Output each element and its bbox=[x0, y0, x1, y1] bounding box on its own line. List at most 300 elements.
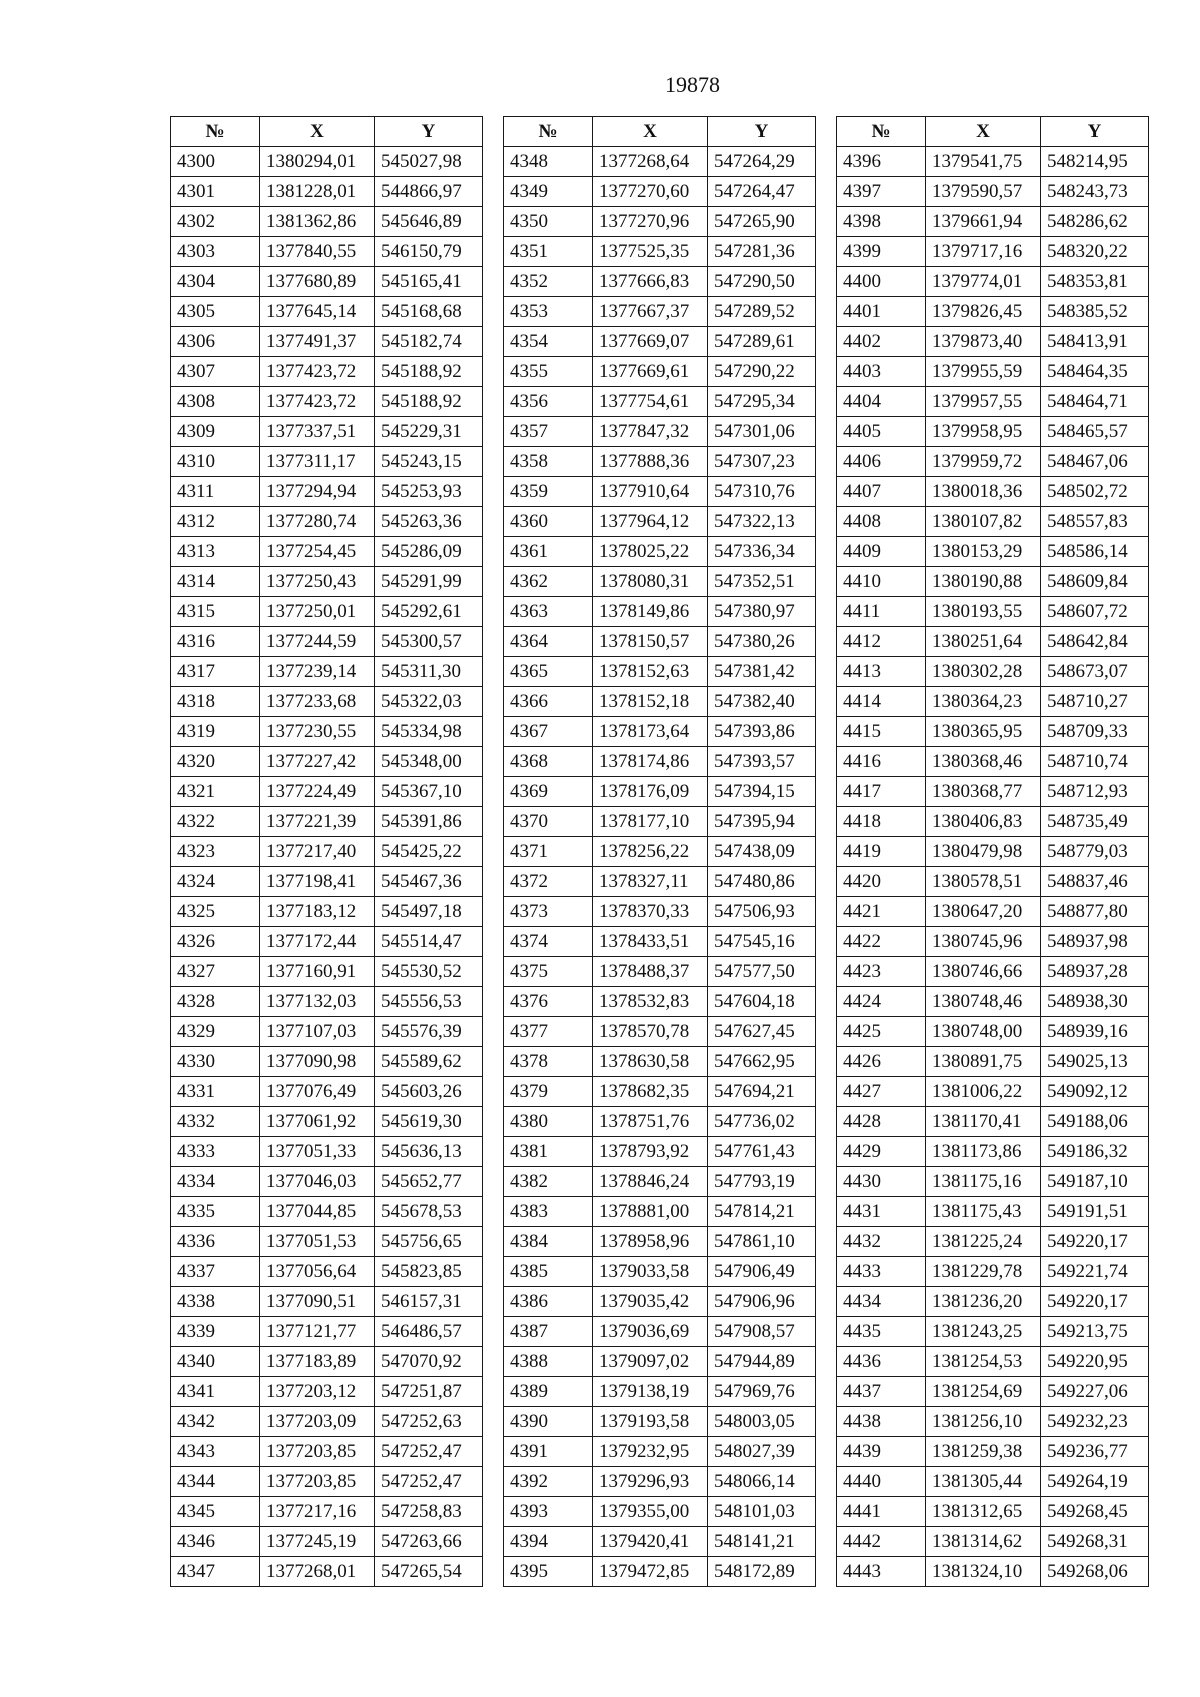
cell-y: 548712,93 bbox=[1041, 777, 1149, 807]
cell-y: 549236,77 bbox=[1041, 1437, 1149, 1467]
cell-x: 1377227,42 bbox=[260, 747, 375, 777]
table-row bbox=[504, 177, 816, 207]
cell-number: 4438 bbox=[837, 1407, 926, 1437]
cell-number: 4323 bbox=[171, 837, 260, 867]
cell-number: 4420 bbox=[837, 867, 926, 897]
table-row bbox=[837, 687, 1149, 717]
cell-x: 1377669,61 bbox=[593, 357, 708, 387]
table-row bbox=[171, 1107, 483, 1137]
cell-y: 544866,97 bbox=[375, 177, 483, 207]
cell-number: 4306 bbox=[171, 327, 260, 357]
cell-x: 1379138,19 bbox=[593, 1377, 708, 1407]
table-row bbox=[837, 1167, 1149, 1197]
cell-x: 1379590,57 bbox=[926, 177, 1041, 207]
cell-y: 547352,51 bbox=[708, 567, 816, 597]
cell-number: 4439 bbox=[837, 1437, 926, 1467]
cell-number: 4367 bbox=[504, 717, 593, 747]
cell-y: 547480,86 bbox=[708, 867, 816, 897]
cell-x: 1379472,85 bbox=[593, 1557, 708, 1587]
table-row bbox=[504, 1107, 816, 1137]
cell-y: 548710,27 bbox=[1041, 687, 1149, 717]
table-row bbox=[837, 417, 1149, 447]
table-row bbox=[837, 1437, 1149, 1467]
cell-x: 1377268,64 bbox=[593, 147, 708, 177]
cell-y: 547577,50 bbox=[708, 957, 816, 987]
table-row bbox=[171, 567, 483, 597]
cell-y: 547393,57 bbox=[708, 747, 816, 777]
table-row bbox=[837, 1287, 1149, 1317]
cell-x: 1379955,59 bbox=[926, 357, 1041, 387]
cell-y: 547944,89 bbox=[708, 1347, 816, 1377]
cell-y: 547438,09 bbox=[708, 837, 816, 867]
cell-number: 4390 bbox=[504, 1407, 593, 1437]
cell-y: 547251,87 bbox=[375, 1377, 483, 1407]
cell-number: 4376 bbox=[504, 987, 593, 1017]
cell-y: 547263,66 bbox=[375, 1527, 483, 1557]
cell-number: 4387 bbox=[504, 1317, 593, 1347]
table-row bbox=[837, 837, 1149, 867]
table-row bbox=[504, 1467, 816, 1497]
table-row bbox=[837, 327, 1149, 357]
cell-y: 548385,52 bbox=[1041, 297, 1149, 327]
cell-y: 545576,39 bbox=[375, 1017, 483, 1047]
cell-y: 549268,31 bbox=[1041, 1527, 1149, 1557]
cell-x: 1377183,89 bbox=[260, 1347, 375, 1377]
cell-y: 547627,45 bbox=[708, 1017, 816, 1047]
cell-x: 1377847,32 bbox=[593, 417, 708, 447]
cell-number: 4423 bbox=[837, 957, 926, 987]
cell-x: 1377203,09 bbox=[260, 1407, 375, 1437]
cell-y: 549268,45 bbox=[1041, 1497, 1149, 1527]
cell-x: 1378630,58 bbox=[593, 1047, 708, 1077]
cell-y: 545291,99 bbox=[375, 567, 483, 597]
cell-y: 547694,21 bbox=[708, 1077, 816, 1107]
cell-x: 1378176,09 bbox=[593, 777, 708, 807]
header-x: X bbox=[260, 117, 375, 147]
cell-number: 4424 bbox=[837, 987, 926, 1017]
cell-x: 1377090,98 bbox=[260, 1047, 375, 1077]
cell-x: 1381314,62 bbox=[926, 1527, 1041, 1557]
cell-x: 1379232,95 bbox=[593, 1437, 708, 1467]
cell-y: 549221,74 bbox=[1041, 1257, 1149, 1287]
cell-y: 549188,06 bbox=[1041, 1107, 1149, 1137]
cell-x: 1379826,45 bbox=[926, 297, 1041, 327]
cell-y: 547265,90 bbox=[708, 207, 816, 237]
cell-x: 1377183,12 bbox=[260, 897, 375, 927]
cell-number: 4339 bbox=[171, 1317, 260, 1347]
table-row bbox=[504, 747, 816, 777]
cell-x: 1378751,76 bbox=[593, 1107, 708, 1137]
cell-y: 547506,93 bbox=[708, 897, 816, 927]
cell-number: 4361 bbox=[504, 537, 593, 567]
cell-x: 1377160,91 bbox=[260, 957, 375, 987]
cell-y: 547545,16 bbox=[708, 927, 816, 957]
table-row bbox=[837, 1257, 1149, 1287]
table-row bbox=[837, 717, 1149, 747]
cell-x: 1381362,86 bbox=[260, 207, 375, 237]
table-row bbox=[837, 357, 1149, 387]
cell-x: 1381175,16 bbox=[926, 1167, 1041, 1197]
cell-number: 4336 bbox=[171, 1227, 260, 1257]
cell-x: 1380891,75 bbox=[926, 1047, 1041, 1077]
cell-number: 4309 bbox=[171, 417, 260, 447]
cell-x: 1379957,55 bbox=[926, 387, 1041, 417]
cell-number: 4324 bbox=[171, 867, 260, 897]
cell-number: 4416 bbox=[837, 747, 926, 777]
cell-number: 4385 bbox=[504, 1257, 593, 1287]
cell-x: 1378881,00 bbox=[593, 1197, 708, 1227]
cell-y: 547380,97 bbox=[708, 597, 816, 627]
cell-y: 545311,30 bbox=[375, 657, 483, 687]
cell-y: 545300,57 bbox=[375, 627, 483, 657]
cell-number: 4353 bbox=[504, 297, 593, 327]
table-row bbox=[171, 1257, 483, 1287]
header-x: X bbox=[926, 117, 1041, 147]
cell-number: 4304 bbox=[171, 267, 260, 297]
table-row bbox=[837, 927, 1149, 957]
cell-x: 1377203,85 bbox=[260, 1437, 375, 1467]
cell-number: 4402 bbox=[837, 327, 926, 357]
cell-number: 4397 bbox=[837, 177, 926, 207]
table-row bbox=[504, 267, 816, 297]
table-row bbox=[504, 297, 816, 327]
table-row bbox=[837, 1557, 1149, 1587]
cell-number: 4337 bbox=[171, 1257, 260, 1287]
cell-number: 4300 bbox=[171, 147, 260, 177]
cell-number: 4379 bbox=[504, 1077, 593, 1107]
cell-number: 4332 bbox=[171, 1107, 260, 1137]
cell-number: 4396 bbox=[837, 147, 926, 177]
table-row bbox=[504, 837, 816, 867]
cell-number: 4399 bbox=[837, 237, 926, 267]
cell-x: 1378177,10 bbox=[593, 807, 708, 837]
table-row bbox=[171, 1497, 483, 1527]
table-row bbox=[837, 237, 1149, 267]
cell-y: 548141,21 bbox=[708, 1527, 816, 1557]
table-row bbox=[171, 1347, 483, 1377]
table-row bbox=[171, 537, 483, 567]
cell-y: 548353,81 bbox=[1041, 267, 1149, 297]
cell-number: 4352 bbox=[504, 267, 593, 297]
cell-x: 1381305,44 bbox=[926, 1467, 1041, 1497]
cell-number: 4407 bbox=[837, 477, 926, 507]
table-row bbox=[171, 687, 483, 717]
cell-number: 4443 bbox=[837, 1557, 926, 1587]
cell-number: 4388 bbox=[504, 1347, 593, 1377]
cell-number: 4342 bbox=[171, 1407, 260, 1437]
table-row bbox=[504, 717, 816, 747]
table-row bbox=[171, 1317, 483, 1347]
cell-number: 4311 bbox=[171, 477, 260, 507]
cell-x: 1377230,55 bbox=[260, 717, 375, 747]
cell-y: 547761,43 bbox=[708, 1137, 816, 1167]
cell-x: 1377280,74 bbox=[260, 507, 375, 537]
cell-y: 547906,96 bbox=[708, 1287, 816, 1317]
cell-number: 4368 bbox=[504, 747, 593, 777]
table-row bbox=[837, 147, 1149, 177]
cell-number: 4418 bbox=[837, 807, 926, 837]
cell-y: 548937,98 bbox=[1041, 927, 1149, 957]
cell-y: 549186,32 bbox=[1041, 1137, 1149, 1167]
table-row bbox=[837, 897, 1149, 927]
table-row bbox=[504, 657, 816, 687]
table-row bbox=[504, 1167, 816, 1197]
cell-y: 547336,34 bbox=[708, 537, 816, 567]
cell-y: 549025,13 bbox=[1041, 1047, 1149, 1077]
cell-x: 1380479,98 bbox=[926, 837, 1041, 867]
table-row bbox=[171, 207, 483, 237]
cell-x: 1379959,72 bbox=[926, 447, 1041, 477]
table-row bbox=[837, 1347, 1149, 1377]
cell-y: 547258,83 bbox=[375, 1497, 483, 1527]
cell-number: 4392 bbox=[504, 1467, 593, 1497]
table-row bbox=[837, 867, 1149, 897]
cell-x: 1379355,00 bbox=[593, 1497, 708, 1527]
cell-y: 547906,49 bbox=[708, 1257, 816, 1287]
cell-x: 1377239,14 bbox=[260, 657, 375, 687]
cell-x: 1380153,29 bbox=[926, 537, 1041, 567]
table-row bbox=[504, 1047, 816, 1077]
cell-y: 545292,61 bbox=[375, 597, 483, 627]
cell-y: 547307,23 bbox=[708, 447, 816, 477]
table-row bbox=[171, 507, 483, 537]
cell-number: 4358 bbox=[504, 447, 593, 477]
cell-number: 4419 bbox=[837, 837, 926, 867]
cell-number: 4414 bbox=[837, 687, 926, 717]
cell-y: 545678,53 bbox=[375, 1197, 483, 1227]
cell-y: 547295,34 bbox=[708, 387, 816, 417]
cell-x: 1379958,95 bbox=[926, 417, 1041, 447]
cell-y: 547793,19 bbox=[708, 1167, 816, 1197]
coordinates-table-2 bbox=[503, 116, 816, 1587]
cell-y: 547322,13 bbox=[708, 507, 816, 537]
table-row bbox=[837, 267, 1149, 297]
table-row bbox=[171, 1137, 483, 1167]
table-row bbox=[171, 627, 483, 657]
cell-y: 547252,63 bbox=[375, 1407, 483, 1437]
cell-number: 4330 bbox=[171, 1047, 260, 1077]
cell-x: 1381259,38 bbox=[926, 1437, 1041, 1467]
cell-y: 549220,17 bbox=[1041, 1227, 1149, 1257]
table-row bbox=[171, 267, 483, 297]
cell-x: 1377245,19 bbox=[260, 1527, 375, 1557]
table-row bbox=[171, 327, 483, 357]
cell-x: 1377044,85 bbox=[260, 1197, 375, 1227]
cell-y: 548609,84 bbox=[1041, 567, 1149, 597]
table-row bbox=[171, 177, 483, 207]
cell-x: 1377423,72 bbox=[260, 357, 375, 387]
cell-number: 4354 bbox=[504, 327, 593, 357]
table-row bbox=[171, 597, 483, 627]
cell-y: 547969,76 bbox=[708, 1377, 816, 1407]
cell-number: 4316 bbox=[171, 627, 260, 657]
cell-y: 548938,30 bbox=[1041, 987, 1149, 1017]
cell-number: 4412 bbox=[837, 627, 926, 657]
cell-number: 4377 bbox=[504, 1017, 593, 1047]
cell-number: 4393 bbox=[504, 1497, 593, 1527]
cell-number: 4310 bbox=[171, 447, 260, 477]
table-row bbox=[837, 777, 1149, 807]
cell-number: 4365 bbox=[504, 657, 593, 687]
cell-x: 1377294,94 bbox=[260, 477, 375, 507]
table-row bbox=[171, 717, 483, 747]
cell-y: 547290,50 bbox=[708, 267, 816, 297]
cell-x: 1381243,25 bbox=[926, 1317, 1041, 1347]
cell-x: 1379873,40 bbox=[926, 327, 1041, 357]
cell-x: 1377244,59 bbox=[260, 627, 375, 657]
cell-y: 548172,89 bbox=[708, 1557, 816, 1587]
table-row bbox=[171, 1287, 483, 1317]
cell-y: 548243,73 bbox=[1041, 177, 1149, 207]
cell-y: 548779,03 bbox=[1041, 837, 1149, 867]
cell-number: 4401 bbox=[837, 297, 926, 327]
cell-number: 4373 bbox=[504, 897, 593, 927]
cell-number: 4417 bbox=[837, 777, 926, 807]
cell-y: 548101,03 bbox=[708, 1497, 816, 1527]
cell-y: 548939,16 bbox=[1041, 1017, 1149, 1047]
table-row bbox=[504, 1407, 816, 1437]
cell-y: 545603,26 bbox=[375, 1077, 483, 1107]
cell-y: 548937,28 bbox=[1041, 957, 1149, 987]
cell-x: 1381236,20 bbox=[926, 1287, 1041, 1317]
cell-y: 547289,61 bbox=[708, 327, 816, 357]
cell-x: 1380748,00 bbox=[926, 1017, 1041, 1047]
cell-x: 1380251,64 bbox=[926, 627, 1041, 657]
cell-x: 1378150,57 bbox=[593, 627, 708, 657]
header-number: № bbox=[504, 117, 593, 147]
header-number: № bbox=[837, 117, 926, 147]
cell-y: 547290,22 bbox=[708, 357, 816, 387]
table-row bbox=[504, 597, 816, 627]
cell-y: 545322,03 bbox=[375, 687, 483, 717]
table-row bbox=[837, 1227, 1149, 1257]
coordinates-table-1 bbox=[170, 116, 483, 1587]
table-row bbox=[837, 1137, 1149, 1167]
cell-x: 1377076,49 bbox=[260, 1077, 375, 1107]
cell-y: 545253,93 bbox=[375, 477, 483, 507]
cell-number: 4302 bbox=[171, 207, 260, 237]
table-row bbox=[171, 447, 483, 477]
cell-y: 547814,21 bbox=[708, 1197, 816, 1227]
table-row bbox=[837, 1527, 1149, 1557]
table-row bbox=[837, 1407, 1149, 1437]
header-y: Y bbox=[1041, 117, 1149, 147]
cell-x: 1380647,20 bbox=[926, 897, 1041, 927]
table-row bbox=[504, 1077, 816, 1107]
cell-number: 4317 bbox=[171, 657, 260, 687]
table-row bbox=[171, 957, 483, 987]
table-row bbox=[837, 1377, 1149, 1407]
table-row bbox=[837, 597, 1149, 627]
table-row bbox=[837, 657, 1149, 687]
cell-y: 545168,68 bbox=[375, 297, 483, 327]
cell-x: 1380193,55 bbox=[926, 597, 1041, 627]
cell-y: 545182,74 bbox=[375, 327, 483, 357]
table-row bbox=[837, 1317, 1149, 1347]
cell-number: 4422 bbox=[837, 927, 926, 957]
cell-number: 4303 bbox=[171, 237, 260, 267]
cell-x: 1377250,43 bbox=[260, 567, 375, 597]
cell-x: 1377888,36 bbox=[593, 447, 708, 477]
cell-y: 547380,26 bbox=[708, 627, 816, 657]
cell-number: 4366 bbox=[504, 687, 593, 717]
cell-x: 1381312,65 bbox=[926, 1497, 1041, 1527]
cell-x: 1378149,86 bbox=[593, 597, 708, 627]
table-row bbox=[837, 537, 1149, 567]
cell-x: 1381228,01 bbox=[260, 177, 375, 207]
cell-x: 1380364,23 bbox=[926, 687, 1041, 717]
cell-number: 4435 bbox=[837, 1317, 926, 1347]
cell-number: 4346 bbox=[171, 1527, 260, 1557]
table-row bbox=[504, 1287, 816, 1317]
cell-y: 545646,89 bbox=[375, 207, 483, 237]
cell-number: 4432 bbox=[837, 1227, 926, 1257]
cell-x: 1379035,42 bbox=[593, 1287, 708, 1317]
cell-y: 548673,07 bbox=[1041, 657, 1149, 687]
cell-x: 1377666,83 bbox=[593, 267, 708, 297]
cell-x: 1377491,37 bbox=[260, 327, 375, 357]
cell-x: 1381175,43 bbox=[926, 1197, 1041, 1227]
cell-x: 1377423,72 bbox=[260, 387, 375, 417]
cell-number: 4405 bbox=[837, 417, 926, 447]
cell-number: 4427 bbox=[837, 1077, 926, 1107]
cell-x: 1379541,75 bbox=[926, 147, 1041, 177]
cell-number: 4400 bbox=[837, 267, 926, 297]
table-row bbox=[504, 447, 816, 477]
cell-y: 549092,12 bbox=[1041, 1077, 1149, 1107]
cell-y: 545514,47 bbox=[375, 927, 483, 957]
cell-x: 1378327,11 bbox=[593, 867, 708, 897]
cell-number: 4391 bbox=[504, 1437, 593, 1467]
cell-x: 1378793,92 bbox=[593, 1137, 708, 1167]
cell-x: 1377254,45 bbox=[260, 537, 375, 567]
cell-y: 548467,06 bbox=[1041, 447, 1149, 477]
cell-number: 4410 bbox=[837, 567, 926, 597]
cell-number: 4378 bbox=[504, 1047, 593, 1077]
cell-x: 1378152,18 bbox=[593, 687, 708, 717]
cell-x: 1381254,69 bbox=[926, 1377, 1041, 1407]
table-row bbox=[504, 417, 816, 447]
cell-number: 4341 bbox=[171, 1377, 260, 1407]
table-row bbox=[171, 837, 483, 867]
table-row bbox=[504, 1257, 816, 1287]
cell-x: 1380365,95 bbox=[926, 717, 1041, 747]
cell-number: 4325 bbox=[171, 897, 260, 927]
cell-y: 549191,51 bbox=[1041, 1197, 1149, 1227]
cell-y: 545286,09 bbox=[375, 537, 483, 567]
cell-x: 1381256,10 bbox=[926, 1407, 1041, 1437]
cell-x: 1377910,64 bbox=[593, 477, 708, 507]
table-row bbox=[837, 447, 1149, 477]
cell-x: 1379036,69 bbox=[593, 1317, 708, 1347]
cell-x: 1377233,68 bbox=[260, 687, 375, 717]
cell-y: 546486,57 bbox=[375, 1317, 483, 1347]
table-row bbox=[837, 1107, 1149, 1137]
cell-x: 1378370,33 bbox=[593, 897, 708, 927]
cell-number: 4344 bbox=[171, 1467, 260, 1497]
table-row bbox=[504, 1377, 816, 1407]
cell-y: 549264,19 bbox=[1041, 1467, 1149, 1497]
cell-x: 1378570,78 bbox=[593, 1017, 708, 1047]
cell-number: 4406 bbox=[837, 447, 926, 477]
cell-y: 545497,18 bbox=[375, 897, 483, 927]
cell-x: 1377107,03 bbox=[260, 1017, 375, 1047]
cell-x: 1377203,85 bbox=[260, 1467, 375, 1497]
cell-number: 4347 bbox=[171, 1557, 260, 1587]
table-row bbox=[837, 1467, 1149, 1497]
header-y: Y bbox=[708, 117, 816, 147]
table-header-row bbox=[837, 117, 1149, 147]
